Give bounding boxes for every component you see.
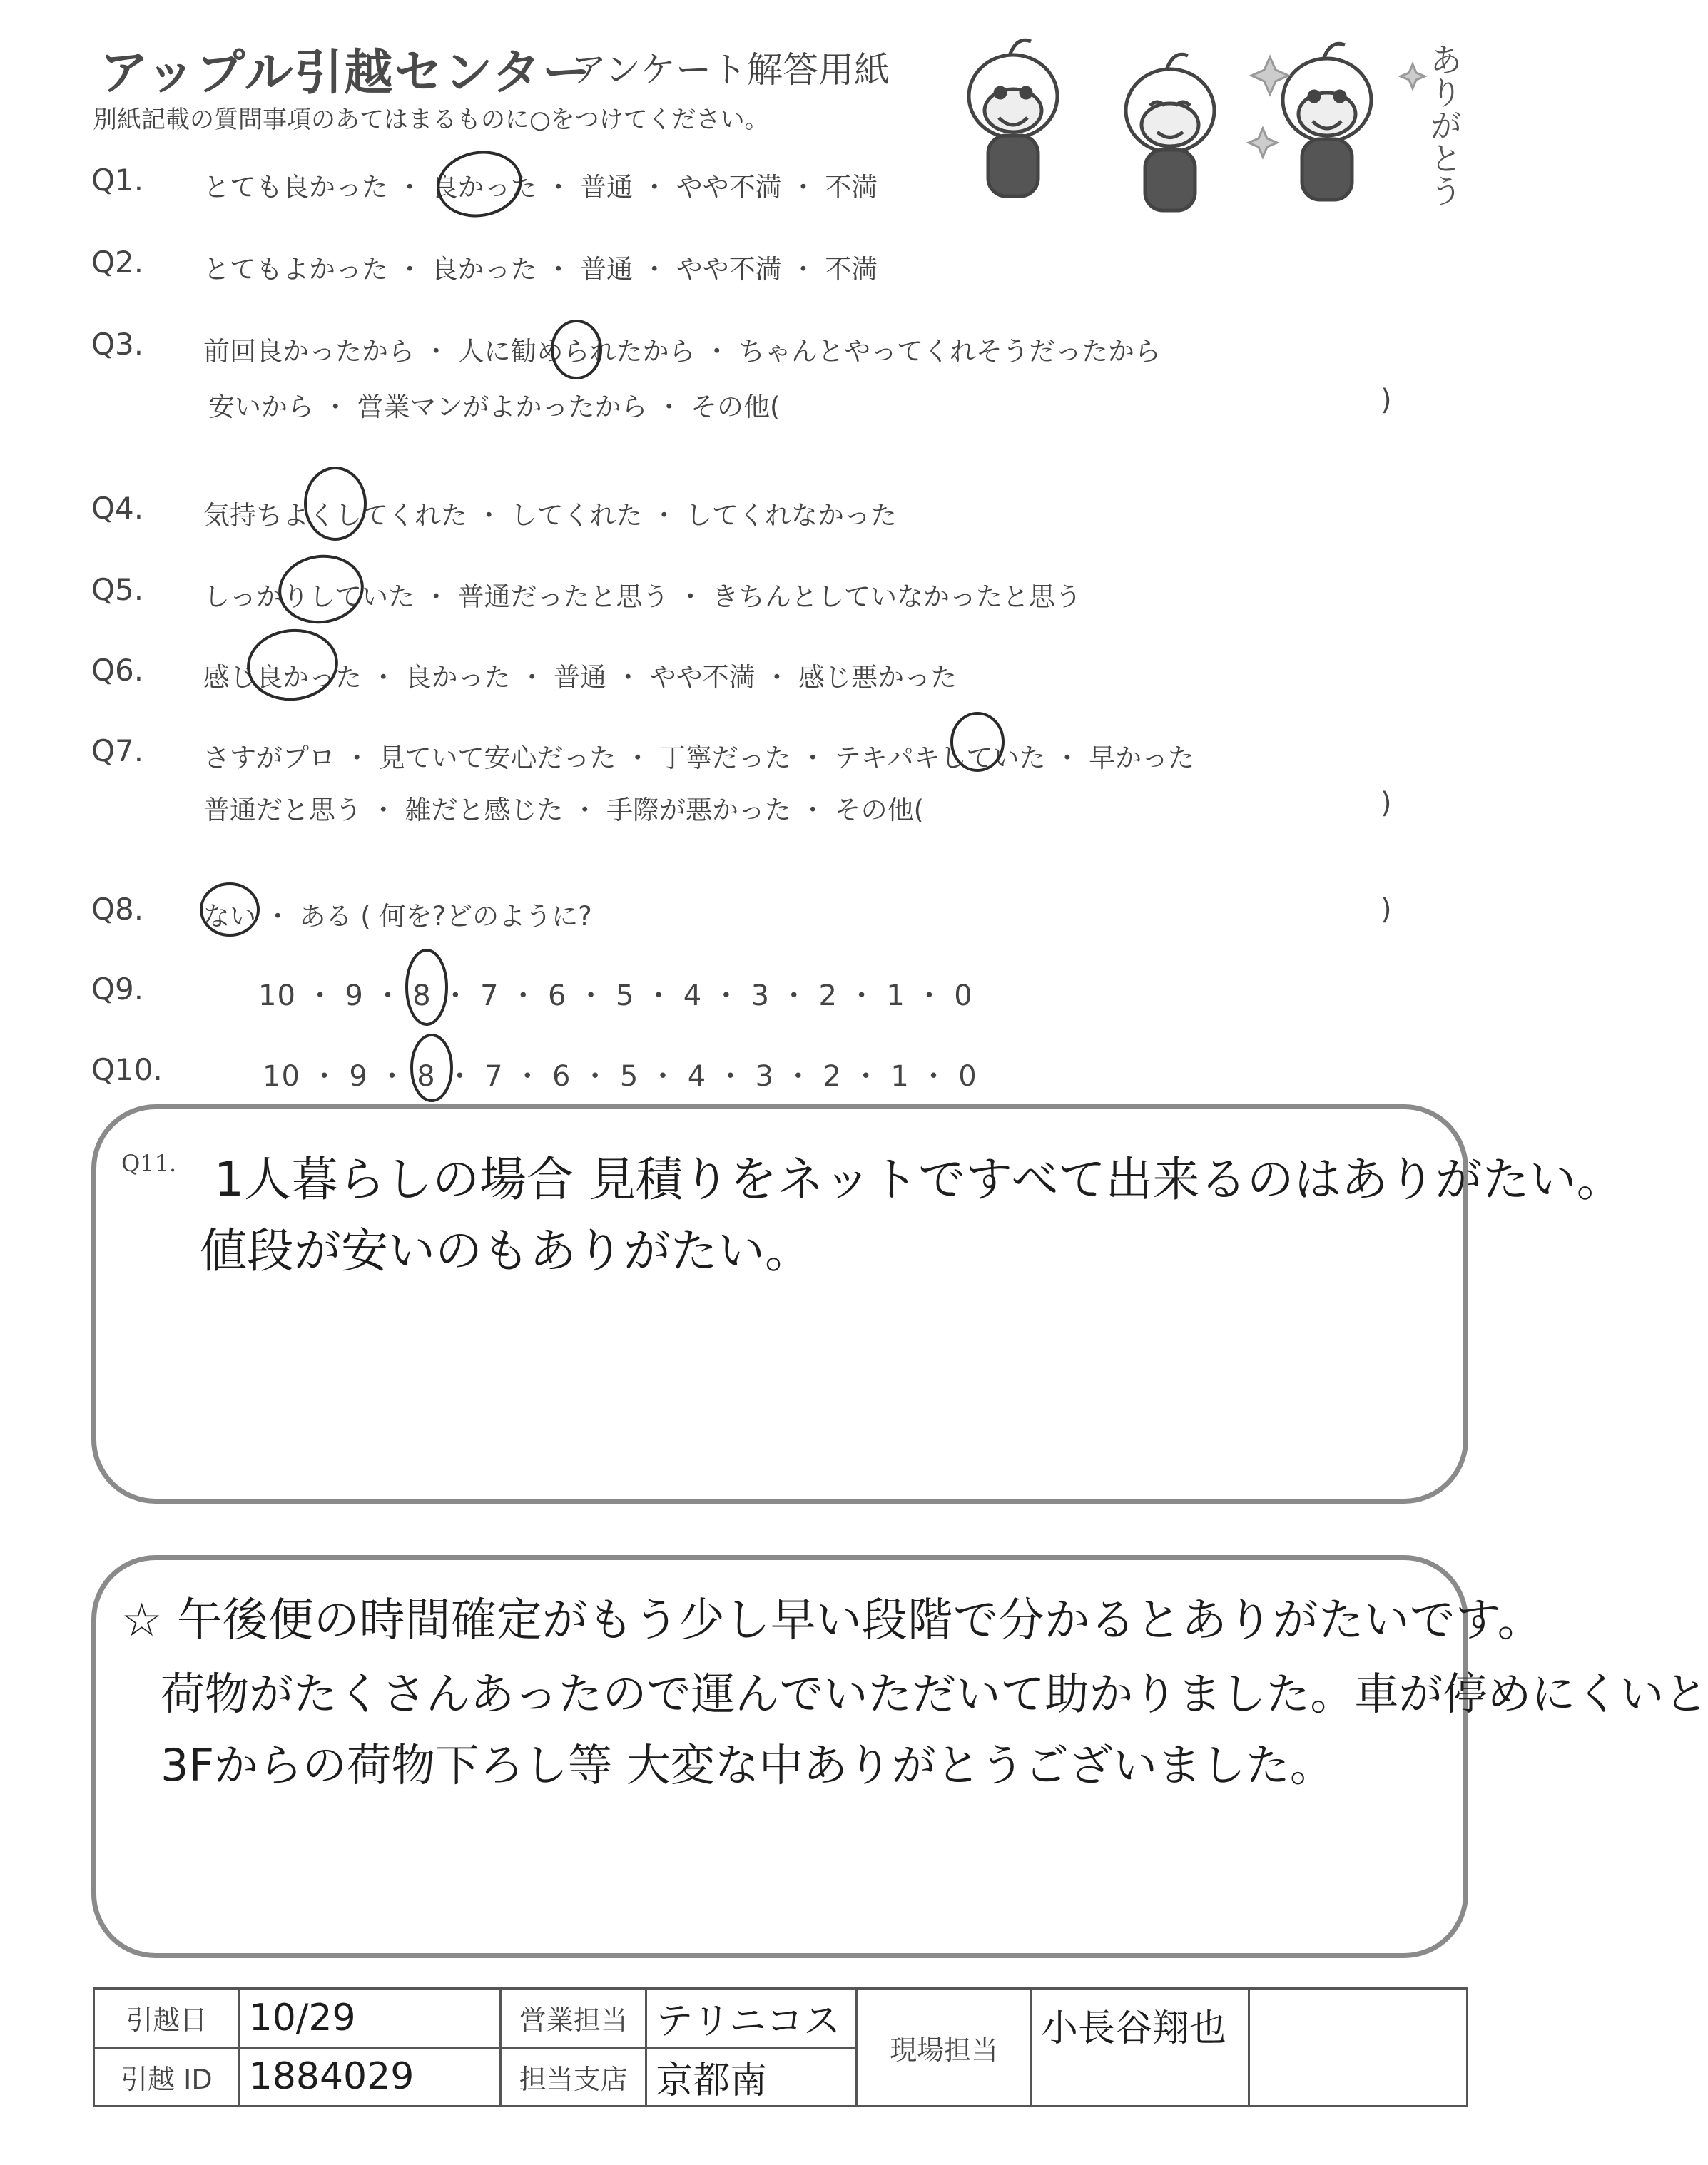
moving-date-value: 10/29 xyxy=(239,1989,501,2048)
monkey-mascots-illustration xyxy=(956,21,1455,235)
sales-label: 営業担当 xyxy=(501,1989,646,2048)
branch-value: 京都南 xyxy=(646,2047,857,2107)
q7-label: Q7. xyxy=(91,733,144,768)
thank-you-text: ありがとう xyxy=(1425,43,1463,207)
q7-options-line2: 普通だと思う ・ 雑だと感じた ・ 手際が悪かった ・ その他( xyxy=(203,795,925,825)
q1-options: とても良かった ・ 良かった ・ 普通 ・ やや不満 ・ 不満 xyxy=(203,172,878,203)
q11-handwritten-line1: 1人暮らしの場合 見積りをネットですべて出来るのはありがたい。 xyxy=(214,1152,1624,1207)
q7-options: さすがプロ ・ 見ていて安心だった ・ 丁寧だった ・ テキパキしていた ・ 早かった xyxy=(203,743,1195,773)
monkey-middle xyxy=(1126,54,1214,210)
comment-handwritten-line2: 荷物がたくさんあったので運んでいただいて助かりました。車が停めにくいと xyxy=(161,1668,1708,1720)
q6-label: Q6. xyxy=(91,653,144,688)
brand-title: アップル引越センター xyxy=(100,45,592,101)
q4-label: Q4. xyxy=(91,491,144,526)
q11-handwritten-line2: 値段が安いのもありがたい。 xyxy=(200,1223,812,1278)
comment-handwritten-line3: 3Fからの荷物下ろし等 大変な中ありがとうございました。 xyxy=(161,1739,1334,1791)
q9-label: Q9. xyxy=(91,972,144,1007)
site-staff-value: 小長谷翔也 xyxy=(1031,1989,1249,2107)
q5-label: Q5. xyxy=(91,572,144,607)
site-staff-label: 現場担当 xyxy=(857,1989,1031,2107)
q11-label: Q11. xyxy=(121,1150,177,1177)
q3-options: 前回良かったから ・ 人に勧められたから ・ ちゃんとやってくれそうだったから xyxy=(203,336,1161,367)
sales-value: テリニコス xyxy=(646,1989,857,2048)
q10-label: Q10. xyxy=(91,1052,163,1087)
form-subtitle: アンケート解答用紙 xyxy=(571,49,890,91)
q3-label: Q3. xyxy=(91,327,144,362)
comment-handwritten-line1: ☆ 午後便の時間確定がもう少し早い段階で分かるとありがたいです。 xyxy=(121,1594,1543,1647)
q8-paren-close: ) xyxy=(1381,893,1392,926)
moving-date-label: 引越日 xyxy=(94,1989,240,2048)
q9-scale: 10 ・ 9 ・ 8 ・ 7 ・ 6 ・ 5 ・ 4 ・ 3 ・ 2 ・ 1 ・ 0 xyxy=(258,979,973,1012)
q10-scale: 10 ・ 9 ・ 8 ・ 7 ・ 6 ・ 5 ・ 4 ・ 3 ・ 2 ・ 1 ・ 0 xyxy=(263,1060,977,1093)
q3-options-line2: 安いから ・ 営業マンがよかったから ・ その他( xyxy=(208,392,781,422)
moving-id-label: 引越 ID xyxy=(94,2047,240,2107)
q2-options: とてもよかった ・ 良かった ・ 普通 ・ やや不満 ・ 不満 xyxy=(203,254,878,285)
q1-label: Q1. xyxy=(91,163,144,198)
monkey-left xyxy=(969,40,1057,196)
q8-options: ない ・ ある ( 何を?どのように? xyxy=(203,901,592,932)
q7-paren-close: ) xyxy=(1381,787,1392,820)
q4-options: 気持ちよくしてくれた ・ してくれた ・ してくれなかった xyxy=(203,500,898,531)
moving-id-value: 1884029 xyxy=(239,2047,501,2107)
footer-info-table xyxy=(93,1987,1468,2107)
monkey-right xyxy=(1283,44,1371,200)
instructions: 別紙記載の質問事項のあてはまるものに○をつけてください。 xyxy=(93,106,769,134)
branch-label: 担当支店 xyxy=(501,2047,646,2107)
q8-label: Q8. xyxy=(91,892,144,927)
q5-options: しっかりしていた ・ 普通だったと思う ・ きちんとしていなかったと思う xyxy=(203,581,1082,612)
q3-paren-close: ) xyxy=(1381,384,1392,417)
q2-label: Q2. xyxy=(91,245,144,280)
site-staff-extra-cell xyxy=(1249,1989,1468,2107)
q6-options: 感じ良かった ・ 良かった ・ 普通 ・ やや不満 ・ 感じ悪かった xyxy=(203,662,957,693)
